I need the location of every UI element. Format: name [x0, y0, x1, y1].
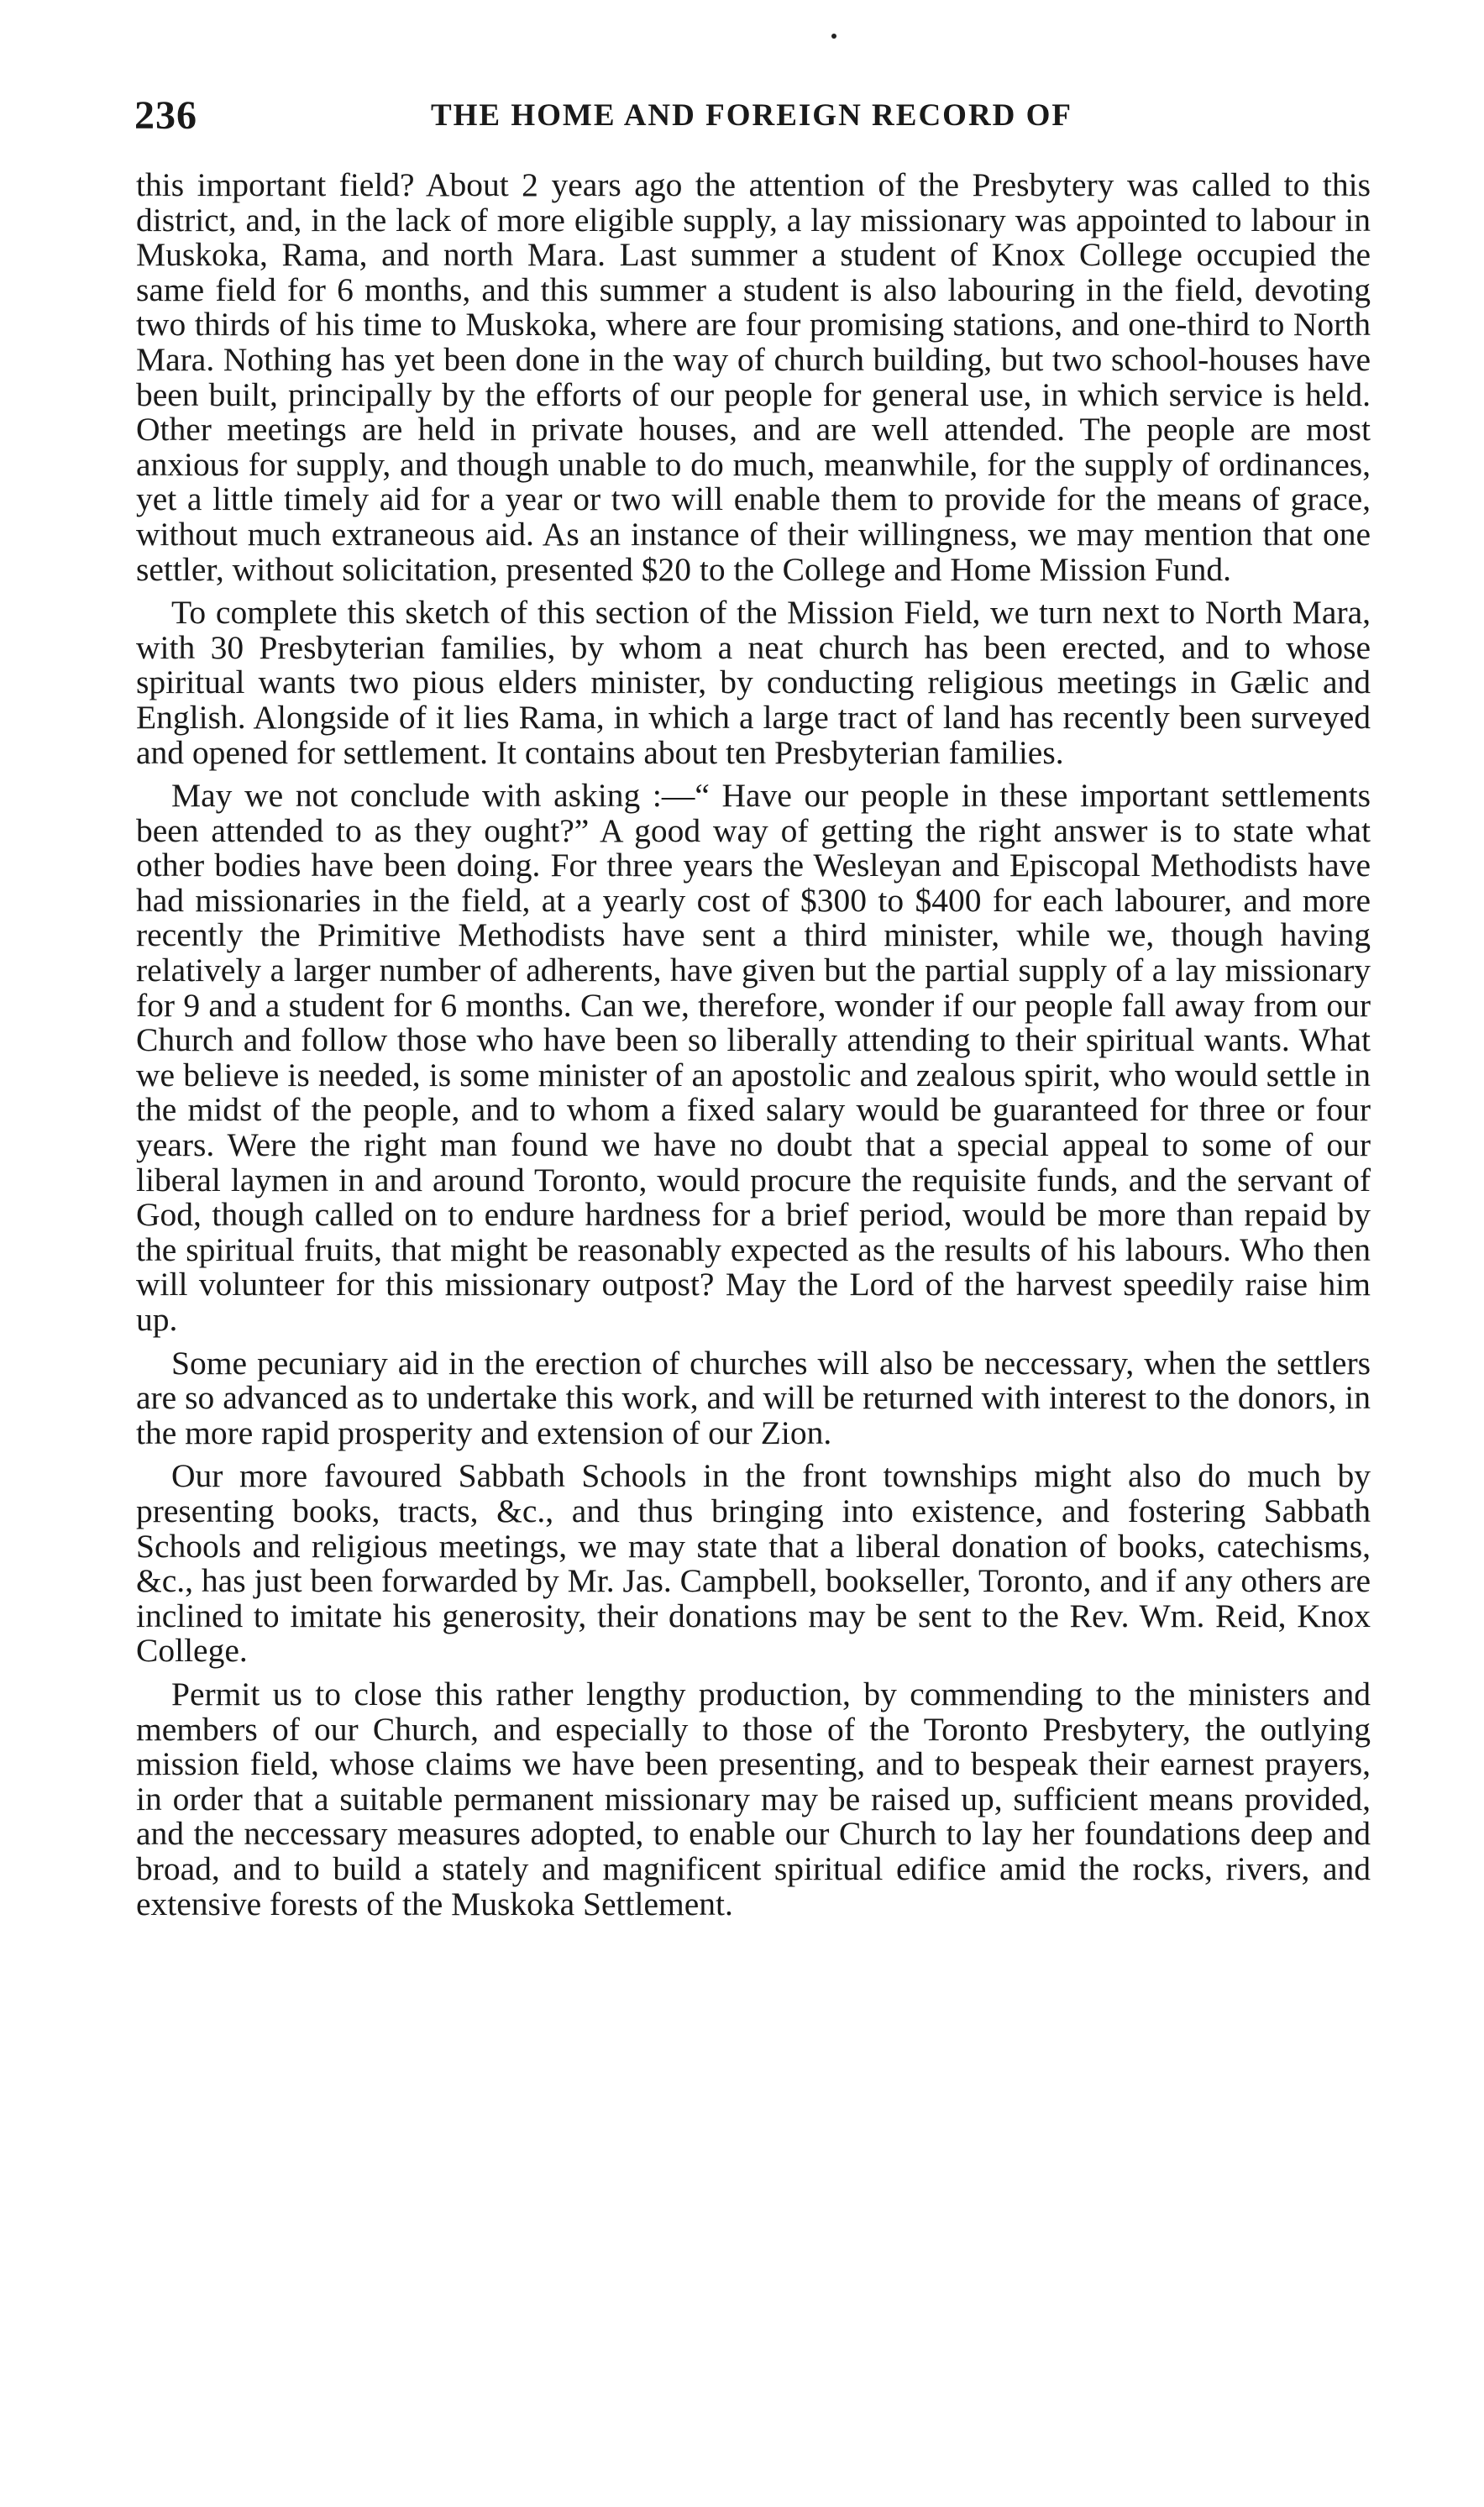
printing-speck [831, 34, 836, 39]
paragraph-2: To complete this sketch of this section of the Mission Field, we turn next to North Mara, with 30 Presbyterian families, by whom a neat church has been erected, and to whose spiritual wants two pious elders minister, by conducting religious meetings in Gælic and English. Alongside of it lies Rama, in which a large tract of land has recently been surveyed and opened for settlement. It contains about ten Presbyterian families. [136, 594, 1371, 771]
paragraph-4: Some pecuniary aid in the erection of churches will also be neccessary, when the settlers are so advanced as to undertake this work, and will be returned with interest to the donors, in the more rapid prosperity and extension of our Zion. [136, 1344, 1371, 1451]
paragraph-6: Permit us to close this rather lengthy production, by commending to the ministers and members of our Church, and especially to those of the Toronto Presbytery, the outlying mission field, whose claims we have been presenting, and to bespeak their earnest prayers, in order that a suitable permanent missionary may be raised up, sufficient means provided, and the neccessary measures adopted, to enable our Church to lay her foundations deep and broad, and to build a stately and magnificent spiritual edifice amid the rocks, rivers, and extensive forests of the Muskoka Settlement. [136, 1675, 1371, 1922]
article-body [136, 168, 1371, 1930]
page-header [134, 92, 1369, 143]
paragraph-3: May we not conclude with asking :—“ Have our people in these important settlements been attended to as they ought?” A good way of getting the right answer is to state what other bodies have been doing. For three years the Wesleyan and Episcopal Methodists have had missionaries in the field, at a yearly cost of $300 to $400 for each labourer, and more recently the Primitive Methodists have sent a third minister, while we, though having relatively a larger number of adherents, have given but the partial supply of a lay missionary for 9 and a student for 6 months. Can we, therefore, wonder if our people fall away from our Church and follow those who have been so liberally attending to their spiritual wants. What we believe is needed, is some minister of an apostolic and zealous spirit, who would settle in the midst of the people, and to whom a fixed salary would be guaranteed for three or four years. Were the right man found we have no doubt that a special appeal to some of our liberal laymen in and around Toronto, would procure the requisite funds, and the servant of God, though called on to endure hardness for a brief period, would be more than repaid by the spiritual fruits, that might be reasonably expected as the results of his labours. Who then will volunteer for this missionary outpost? May the Lord of the harvest speedily raise him up. [136, 777, 1371, 1338]
page-number: 236 [134, 93, 197, 138]
paragraph-1: this important field? About 2 years ago the attention of the Presbytery was called to this district, and, in the lack of more eligible supply, a lay missionary was appointed to labour in Muskoka, Rama, and north Mara. Last summer a student of Knox College occupied the same field for 6 months, and this summer a student is also labouring in the field, devoting two thirds of his time to Muskoka, where are four promising stations, and one-third to North Mara. Nothing has yet been done in the way of church building, but two school-houses have been built, principally by the efforts of our people for general use, in which service is held. Other meetings are held in private houses, and are well attended. The people are most anxious for supply, and though unable to do much, meanwhile, for the supply of ordinances, yet a little timely aid for a year or two will enable them to provide for the means of grace, without much extraneous aid. As an instance of their willingness, we may mention that one settler, without solicitation, presented $20 to the College and Home Mission Fund. [136, 166, 1371, 588]
running-head: THE HOME AND FOREIGN RECORD OF [430, 98, 1073, 133]
paragraph-5: Our more favoured Sabbath Schools in the front townships might also do much by presenting books, tracts, &c., and thus bringing into existence, and fostering Sabbath Schools and religious meetings, we may state that a liberal donation of books, catechisms, &c., has just been forwarded by Mr. Jas. Campbell, bookseller, Toronto, and if any others are inclined to imitate his generosity, their donations may be sent to the Rev. Wm. Reid, Knox College. [136, 1457, 1371, 1670]
